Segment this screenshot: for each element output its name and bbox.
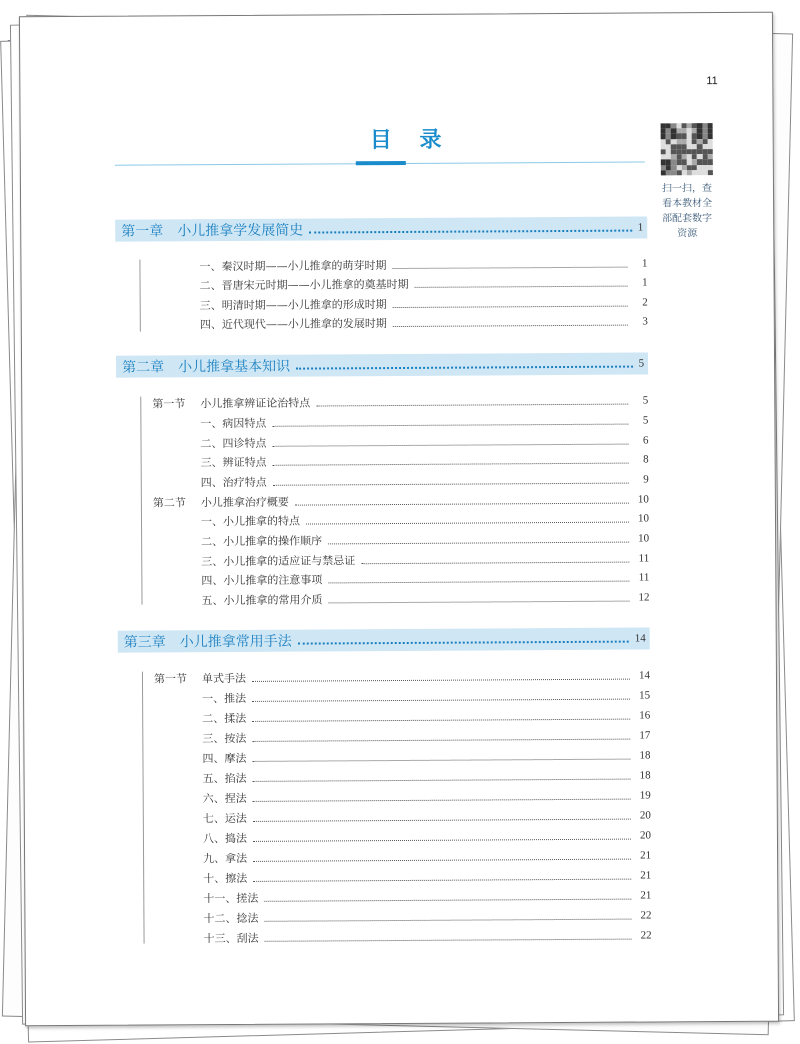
entry-text: 四、近代现代——小儿推拿的发展时期: [199, 317, 387, 332]
entry-text: 一、病因特点: [200, 416, 267, 431]
chapter-page: 14: [634, 632, 646, 645]
leader-dots: [252, 698, 630, 701]
leader-dots: [361, 561, 629, 564]
toc-entry[interactable]: [151, 254, 647, 275]
toc-entry[interactable]: [153, 490, 649, 511]
leader-dots: [328, 580, 629, 583]
entry-text: 二、揉法: [202, 711, 247, 726]
toc-entry[interactable]: [154, 746, 650, 767]
leader-dots: [316, 403, 628, 406]
chapter-title: 小儿推拿常用手法: [179, 633, 292, 651]
entry-page: 5: [642, 414, 649, 427]
entry-text: 二、晋唐宋元时期——小儿推拿的奠基时期: [199, 277, 409, 293]
chapter-page: 5: [638, 357, 645, 370]
leader-dots: [253, 798, 631, 801]
leader-dots: [253, 878, 631, 881]
page-title: 目 录: [369, 127, 452, 154]
entry-page: 21: [640, 869, 652, 882]
leader-dots: [415, 285, 628, 287]
leader-dots: [329, 600, 630, 603]
entry-page: 10: [637, 493, 649, 506]
entry-text: 十二、捻法: [203, 911, 259, 926]
entry-text: 十一、搓法: [203, 891, 259, 906]
entry-page: 20: [639, 809, 651, 822]
entry-text: 七、运法: [202, 811, 247, 826]
leader-dots: [253, 838, 631, 841]
entry-page: 1: [642, 276, 648, 289]
entry-text: 二、四诊特点: [200, 436, 267, 451]
leader-dots: [298, 641, 629, 645]
entry-section: 第一节: [152, 397, 186, 411]
entry-page: 18: [639, 769, 651, 782]
entry-text: 一、推法: [202, 691, 247, 706]
leader-dots: [306, 521, 629, 524]
toc-entry[interactable]: [153, 509, 649, 530]
toc-entry[interactable]: [156, 926, 652, 947]
entry-page: 3: [642, 315, 648, 328]
leader-dots: [252, 678, 630, 681]
leader-dots: [253, 818, 631, 821]
toc-entry[interactable]: [153, 529, 649, 550]
entry-text: 二、小儿推拿的操作顺序: [201, 534, 323, 549]
toc-entry[interactable]: [152, 391, 648, 412]
chapter-title: 小儿推拿学发展简史: [177, 222, 304, 240]
qr-caption-line: 看本教材全: [662, 198, 713, 210]
chapter-page: 1: [637, 221, 644, 234]
entry-page: 14: [638, 669, 650, 682]
toc-entry[interactable]: [153, 588, 649, 609]
qr-caption: [651, 181, 723, 241]
toc-entry[interactable]: [152, 431, 648, 452]
entry-page: 17: [639, 729, 651, 742]
chapter-heading-1[interactable]: [115, 216, 647, 241]
entry-page: 12: [638, 591, 650, 604]
toc-entry[interactable]: [154, 666, 650, 687]
entry-text: 四、小儿推拿的注意事项: [201, 573, 323, 588]
leader-dots: [253, 778, 631, 781]
toc-entry[interactable]: [155, 806, 651, 827]
toc-entry[interactable]: [153, 470, 649, 491]
qr-code-icon[interactable]: [661, 123, 713, 175]
chapter-title: 小儿推拿基本知识: [178, 358, 291, 376]
chapter-heading-2[interactable]: [116, 352, 648, 377]
leader-dots: [252, 738, 630, 741]
toc-entry[interactable]: [155, 906, 651, 927]
toc-entry[interactable]: [153, 549, 649, 570]
toc-entry[interactable]: [155, 826, 651, 847]
leader-dots: [264, 898, 631, 901]
toc-entry[interactable]: [155, 886, 651, 907]
toc-entry[interactable]: [152, 273, 648, 294]
leader-dots: [309, 230, 632, 234]
entry-text: 三、辨证特点: [200, 455, 267, 470]
leader-dots: [265, 938, 632, 941]
entry-page: 20: [639, 829, 651, 842]
entry-section: 第一节: [153, 672, 188, 686]
chapter-heading-3[interactable]: [118, 627, 650, 652]
entry-text: 三、明清时期——小儿推拿的形成时期: [199, 298, 387, 313]
toc-entry[interactable]: [155, 786, 651, 807]
entry-text: 五、掐法: [202, 771, 247, 786]
entry-page: 15: [639, 689, 651, 702]
toc-entry[interactable]: [154, 706, 650, 727]
entry-text: 一、秦汉时期——小儿推拿的萌芽时期: [199, 259, 387, 274]
entry-text: 小儿推拿治疗概要: [200, 495, 289, 510]
entry-text: 五、小儿推拿的常用介质: [201, 593, 323, 608]
chapter-number: 第三章: [123, 634, 166, 651]
entry-text: 四、摩法: [202, 751, 247, 766]
entry-page: 11: [638, 552, 650, 565]
leader-dots: [252, 718, 630, 721]
qr-caption-line: 部配套数字: [662, 213, 713, 225]
entry-text: 小儿推拿辨证论治特点: [200, 396, 311, 411]
leader-dots: [393, 305, 628, 307]
toc-entry[interactable]: [155, 846, 651, 867]
entry-page: 9: [643, 473, 649, 486]
entry-page: 21: [640, 889, 652, 902]
toc-entry[interactable]: [154, 726, 650, 747]
toc-entry[interactable]: [153, 568, 649, 589]
leader-dots: [252, 758, 630, 761]
leader-dots: [272, 423, 628, 426]
qr-caption-line: 资源: [677, 228, 698, 240]
toc-page: [19, 12, 779, 1027]
entry-page: 16: [639, 709, 651, 722]
entry-page: 10: [637, 512, 650, 525]
entry-page: 22: [640, 929, 652, 942]
entry-page: 18: [639, 749, 651, 762]
title-accent-bar: [356, 161, 406, 165]
entry-page: 22: [640, 909, 652, 922]
entry-page: 11: [638, 571, 650, 584]
entry-text: 三、按法: [202, 731, 247, 746]
section-bracket-line: [140, 397, 142, 605]
entry-text: 三、小儿推拿的适应证与禁忌证: [201, 554, 356, 569]
section-bracket-line: [139, 260, 140, 332]
entry-page: 19: [639, 789, 651, 802]
toc-entry[interactable]: [155, 866, 651, 887]
leader-dots: [392, 266, 627, 268]
leader-dots: [273, 462, 629, 465]
entry-page: 5: [642, 394, 649, 407]
entry-page: 6: [642, 434, 649, 447]
qr-caption-line: 扫一扫，查: [661, 183, 713, 195]
entry-page: 21: [640, 849, 652, 862]
entry-page: 8: [643, 453, 649, 466]
leader-dots: [295, 502, 629, 505]
toc-entry[interactable]: [152, 411, 648, 432]
entry-page: 2: [642, 296, 648, 309]
toc-entry[interactable]: [152, 312, 648, 333]
toc-entry[interactable]: [153, 450, 649, 471]
section-bracket-line: [142, 672, 145, 944]
leader-dots: [253, 858, 631, 861]
entry-text: 四、治疗特点: [200, 475, 267, 490]
entry-page: 10: [638, 532, 650, 545]
entry-text: 十三、刮法: [203, 931, 259, 946]
page-number: 11: [706, 75, 718, 88]
leader-dots: [264, 918, 631, 921]
entry-page: 1: [641, 257, 648, 270]
entry-text: 一、小儿推拿的特点: [200, 514, 301, 529]
chapter-number: 第二章: [122, 359, 165, 376]
entry-section: 第二节: [152, 496, 186, 510]
leader-dots: [393, 324, 628, 326]
toc-entry[interactable]: [152, 293, 648, 314]
leader-dots: [273, 443, 629, 446]
entry-text: 八、捣法: [202, 831, 247, 846]
entry-text: 六、捏法: [202, 791, 247, 806]
leader-dots: [328, 541, 629, 544]
toc-entry[interactable]: [154, 686, 650, 707]
entry-text: 九、拿法: [203, 851, 248, 866]
chapter-number: 第一章: [121, 223, 164, 240]
toc-entry[interactable]: [155, 766, 651, 787]
leader-dots: [296, 366, 633, 370]
entry-text: 单式手法: [201, 671, 247, 686]
entry-text: 十、擦法: [203, 871, 248, 886]
leader-dots: [273, 482, 629, 485]
